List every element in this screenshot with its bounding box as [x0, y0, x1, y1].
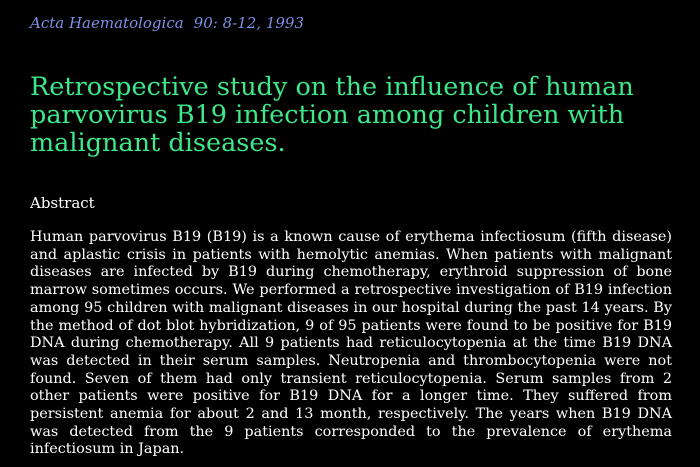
abstract-body: Human parvovirus B19 (B19) is a known cause of erythema infectiosum (fifth disease) and aplastic crisis in patients with hemolytic anemias. When patients with malignant diseases are infected by B19 during chemotherapy, erythroid suppression of bone marrow sometimes occurs. We performed a retrospective investigation of B19 infection among 95 children with malignant diseases in our hospital during the past 14 years. By the method of dot blot hybridization, 9 of 95 patients were found to be positive for B19 DNA during chemotherapy. All 9 patients had reticulocytopenia at the time B19 DNA was detected in their serum samples. Neutropenia and thrombocytopenia were not found. Seven of them had only transient reticulocytopenia. Serum samples from 2 other patients were positive for B19 DNA for a longer time. They suffered from persistent anemia for about 2 and 13 month, respectively. The years when B19 DNA was detected from the 9 patients corresponded to the prevalence of erythema infectiosum in Japan.: [30, 229, 672, 458]
citation: [30, 14, 304, 32]
abstract-heading: Abstract: [30, 194, 95, 212]
volume-pages-year: 90: 8-12, 1993: [193, 14, 304, 32]
paper-title: Retrospective study on the influence of human parvovirus B19 infection among children with malignant diseases.: [30, 72, 634, 158]
journal-name: Acta Haematologica: [30, 14, 184, 32]
